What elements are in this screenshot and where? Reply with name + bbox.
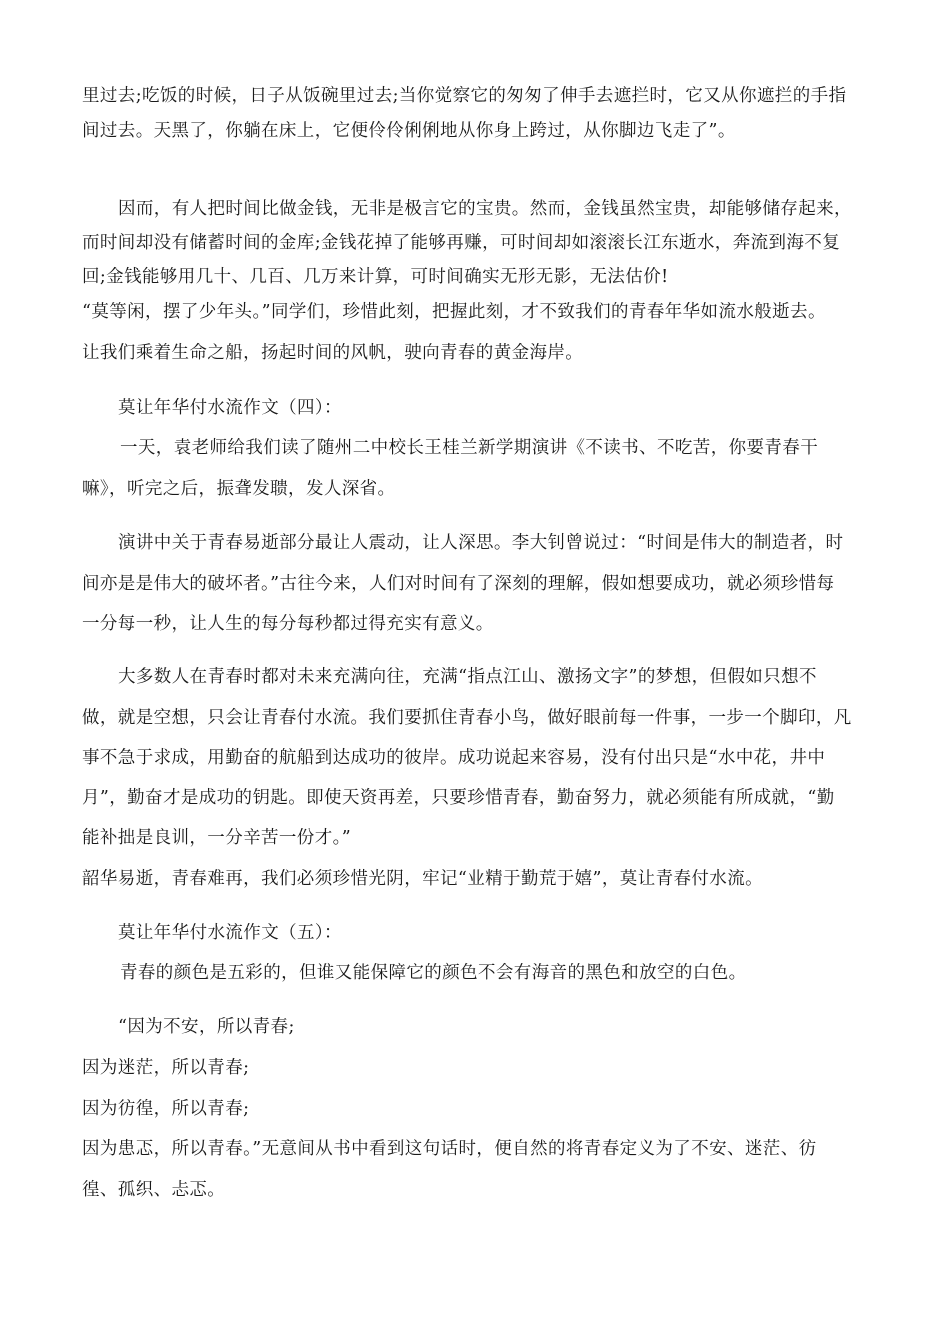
text-line: 间过去。天黑了，你躺在床上，它便伶伶俐俐地从你身上跨过，从你脚边飞走了”。 — [82, 121, 736, 141]
text-line: “莫等闲，摆了少年头。”同学们，珍惜此刻，把握此刻，才不致我们的青春年华如流水般逝去。 — [82, 302, 826, 322]
text-line: 能补拙是良训，一分辛苦一份才。” — [82, 828, 352, 848]
text-line: 徨、孤织、忐忑。 — [82, 1180, 226, 1200]
text-line: 嘛》，听完之后，振聋发聩，发人深省。 — [82, 479, 396, 499]
text-line: 月”，勤奋才是成功的钥匙。即使天资再差，只要珍惜青春，勤奋努力，就必须能有所成就，“勤 — [82, 788, 835, 808]
text-line: 因为迷茫，所以青春; — [82, 1058, 250, 1078]
text-line: 一天，袁老师给我们读了随州二中校长王桂兰新学期演讲《不读书、不吃苦，你要青春干 — [120, 438, 819, 458]
section-heading: 莫让年华付水流作文（五）： — [118, 923, 342, 943]
text-line: 大多数人在青春时都对未来充满向往，充满“指点江山、激扬文字”的梦想，但假如只想不 — [118, 667, 817, 687]
text-line: 回;金钱能够用几十、几百、几万来计算，可时间确实无形无影，无法估价! — [82, 267, 669, 287]
text-line: 事不急于求成，用勤奋的航船到达成功的彼岸。成功说起来容易，没有付出只是“水中花，井中 — [82, 748, 826, 768]
text-line: 间亦是是伟大的破坏者。”古往今来，人们对时间有了深刻的理解，假如想要成功，就必须珍惜每 — [82, 574, 835, 594]
text-line: 里过去;吃饭的时候，日子从饭碗里过去;当你觉察它的匆匆了伸手去遮拦时，它又从你遮拦的手指 — [82, 86, 847, 106]
text-line: 让我们乘着生命之船，扬起时间的风帆，驶向青春的黄金海岸。 — [82, 343, 584, 363]
text-line: 演讲中关于青春易逝部分最让人震动，让人深思。李大钊曾说过：“时间是伟大的制造者，时 — [118, 533, 844, 553]
text-line: 韶华易逝，青春难再，我们必须珍惜光阴，牢记“业精于勤荒于嬉”，莫让青春付水流。 — [82, 869, 763, 889]
text-line: 因为彷徨，所以青春; — [82, 1099, 250, 1119]
text-line: 而时间却没有储蓄时间的金库;金钱花掉了能够再赚，可时间却如滚滚长江东逝水，奔流到海不复 — [82, 233, 841, 253]
text-line: “因为不安，所以青春; — [118, 1017, 295, 1037]
text-line: 一分每一秒，让人生的每分每秒都过得充实有意义。 — [82, 614, 494, 634]
text-line: 因而，有人把时间比做金钱，无非是极言它的宝贵。然而，金钱虽然宝贵，却能够储存起来， — [118, 199, 852, 219]
text-line: 做，就是空想，只会让青春付水流。我们要抓住青春小鸟，做好眼前每一件事，一步一个脚印，凡 — [82, 708, 852, 728]
section-heading: 莫让年华付水流作文（四）： — [118, 398, 342, 418]
text-line: 因为患忑，所以青春。”无意间从书中看到这句话时，便自然的将青春定义为了不安、迷茫、彷 — [82, 1139, 817, 1159]
text-line: 青春的颜色是五彩的，但谁又能保障它的颜色不会有海音的黑色和放空的白色。 — [120, 963, 747, 983]
